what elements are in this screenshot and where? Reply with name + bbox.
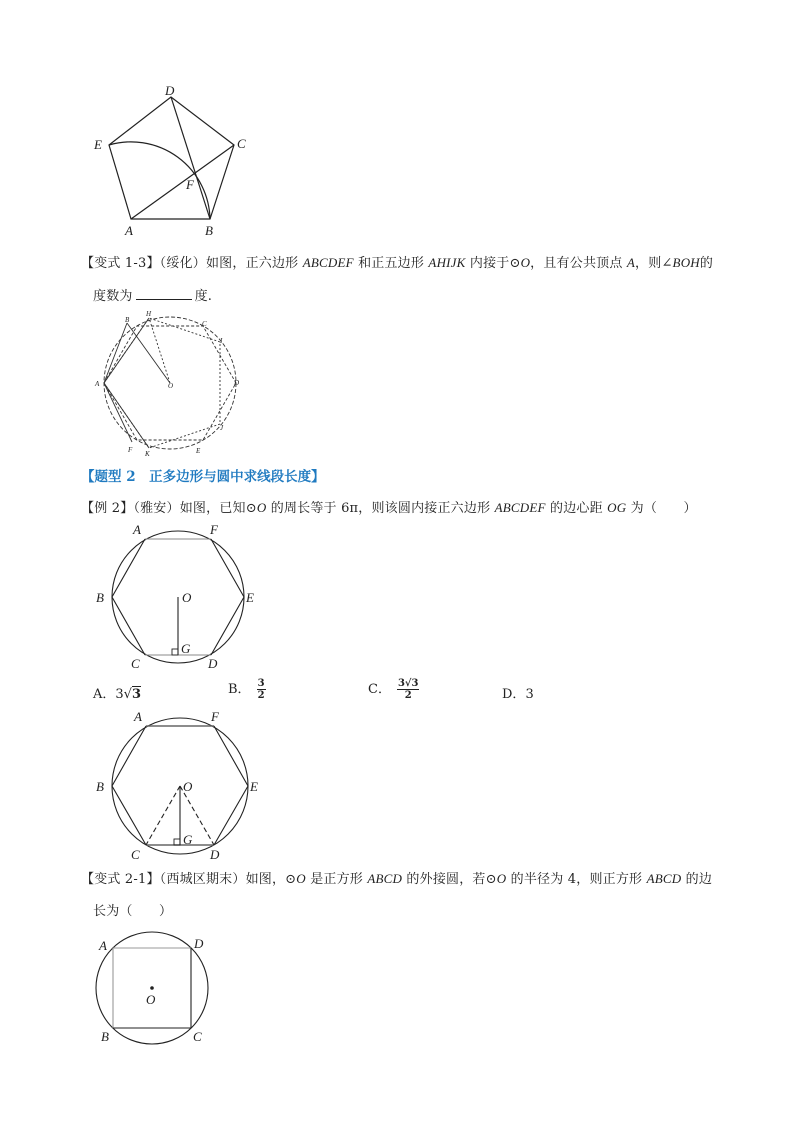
numerator: 3√3: [397, 678, 419, 689]
text: 是正方形: [305, 872, 368, 887]
variant-source: （绥化）: [159, 256, 206, 271]
circle-name: O: [496, 871, 507, 886]
label-e: E: [94, 137, 102, 152]
hexagon-name: ABCDEF: [302, 255, 354, 270]
label-a: A: [134, 709, 142, 724]
option-coef: 3: [115, 687, 124, 702]
option-c[interactable]: [368, 678, 419, 701]
right-angle-mark: [174, 839, 180, 845]
label-e: E: [250, 779, 258, 794]
variant-2-1-line2: [93, 900, 172, 919]
label-f: F: [210, 522, 218, 537]
circle-name: O: [520, 255, 531, 270]
figure-hexagon-ocd: [88, 708, 273, 863]
variant-tag: 【变式 1-3】: [81, 256, 160, 271]
right-angle-mark: [172, 649, 178, 655]
variant-1-3-line2: [93, 285, 212, 304]
angle-name: BOH: [672, 255, 700, 270]
numerator: 3: [257, 678, 265, 689]
answer-blank[interactable]: [136, 287, 192, 300]
text: 的边: [681, 872, 713, 887]
text: ，且有公共顶点: [530, 256, 627, 271]
circle-name: O: [296, 871, 306, 886]
option-a[interactable]: [93, 683, 141, 702]
text: ，则∠: [635, 256, 673, 271]
label-c: C: [131, 847, 140, 862]
option-label: D．: [502, 687, 526, 702]
text: 的: [699, 256, 714, 271]
text: 内接于⊙: [465, 256, 521, 271]
label-g: G: [181, 641, 191, 656]
center-point: [150, 986, 154, 990]
label-c: C: [131, 656, 140, 670]
option-label: A．: [93, 687, 116, 702]
section-heading: 【题型 2 正多边形与圆中求线段长度】: [81, 469, 325, 485]
segment-oh: [149, 318, 170, 383]
fraction: [257, 678, 266, 701]
sqrt-sign: √: [123, 687, 132, 702]
text: 如图，已知⊙: [179, 501, 257, 516]
label-g: G: [183, 832, 193, 847]
label-b: B: [101, 1029, 109, 1044]
example-2-line: [81, 497, 697, 516]
variant-tag: 【变式 2-1】: [81, 872, 160, 887]
circle-name: O: [256, 500, 267, 515]
square-name: ABCD: [367, 871, 403, 886]
label-b: B: [96, 779, 104, 794]
text: 如图，正六边形: [205, 256, 303, 271]
label-d: D: [208, 656, 218, 670]
segment-oc-dashed: [146, 786, 180, 845]
text: 为（ ）: [626, 501, 697, 516]
figure-pentagon-arc: [85, 82, 255, 240]
segment-af-solid: [104, 383, 132, 442]
arc-eb: [109, 142, 210, 219]
label-h: H: [146, 310, 152, 318]
label-b: B: [205, 223, 213, 238]
hexagon-name: ABCDEF: [494, 500, 546, 515]
text: 长为（ ）: [93, 904, 173, 919]
label-f: F: [186, 177, 194, 192]
diagonal-ac: [131, 145, 234, 219]
diagonal-bd: [171, 97, 210, 219]
square-name: ABCD: [646, 871, 682, 886]
label-o: O: [146, 992, 156, 1007]
text: 的外接圆，若⊙: [402, 872, 497, 887]
option-value: 3: [525, 687, 534, 702]
figure-hexagon-og: [88, 522, 273, 670]
label-k: K: [145, 450, 150, 457]
pentagon-name: AHIJK: [428, 255, 466, 270]
segment-ab-solid: [104, 323, 127, 383]
label-d: D: [165, 83, 175, 98]
option-d[interactable]: [502, 683, 534, 702]
text: 的半径为 4，则正方形: [506, 872, 647, 887]
denominator: 2: [404, 690, 412, 701]
variant-source: （西城区期末）: [159, 872, 246, 887]
label-i: I: [220, 337, 223, 345]
text: 和正五边形: [353, 256, 429, 271]
label-d: D: [234, 379, 240, 387]
segment-ak-solid: [104, 383, 149, 448]
text: 如图，⊙: [245, 872, 297, 887]
label-e: E: [196, 447, 201, 455]
fraction: [397, 678, 420, 701]
label-c: C: [237, 136, 246, 151]
label-f: F: [211, 709, 219, 724]
label-b: B: [125, 316, 130, 324]
example-source: （雅安）: [133, 501, 180, 516]
label-b: B: [96, 590, 104, 605]
option-label: B．: [228, 682, 251, 697]
label-d: D: [210, 847, 220, 862]
label-a: A: [99, 938, 107, 953]
denominator: 2: [257, 690, 265, 701]
label-c: C: [193, 1029, 202, 1044]
variant-1-3-line1: [81, 252, 713, 271]
text: 度.: [194, 289, 213, 304]
option-radicand: 3: [131, 687, 142, 702]
label-e: E: [246, 590, 254, 605]
segment-ah-solid: [104, 318, 149, 383]
text: 的边心距: [545, 501, 608, 516]
figure-square-circle: [88, 928, 223, 1048]
variant-2-1-line1: [81, 868, 712, 887]
text: 的周长等于 6π，则该圆内接正六边形: [266, 501, 495, 516]
label-a: A: [125, 223, 133, 238]
label-f: F: [128, 446, 133, 454]
label-o: O: [182, 590, 192, 605]
figure-hexagon-pentagon: [92, 307, 247, 457]
option-label: C．: [368, 682, 391, 697]
text: 度数为: [93, 289, 133, 304]
vertex-name: A: [626, 255, 636, 270]
option-b[interactable]: [228, 678, 266, 701]
hexagon-sides: [112, 539, 145, 655]
label-a: A: [95, 380, 100, 388]
segment-ob: [127, 323, 170, 383]
label-a: A: [133, 522, 141, 537]
label-o: O: [183, 779, 193, 794]
label-o: O: [168, 382, 174, 390]
segment-name: OG: [607, 500, 627, 515]
label-d: D: [194, 936, 204, 951]
label-c: C: [202, 320, 207, 328]
label-j: J: [220, 424, 224, 432]
example-tag: 【例 2】: [81, 501, 134, 516]
